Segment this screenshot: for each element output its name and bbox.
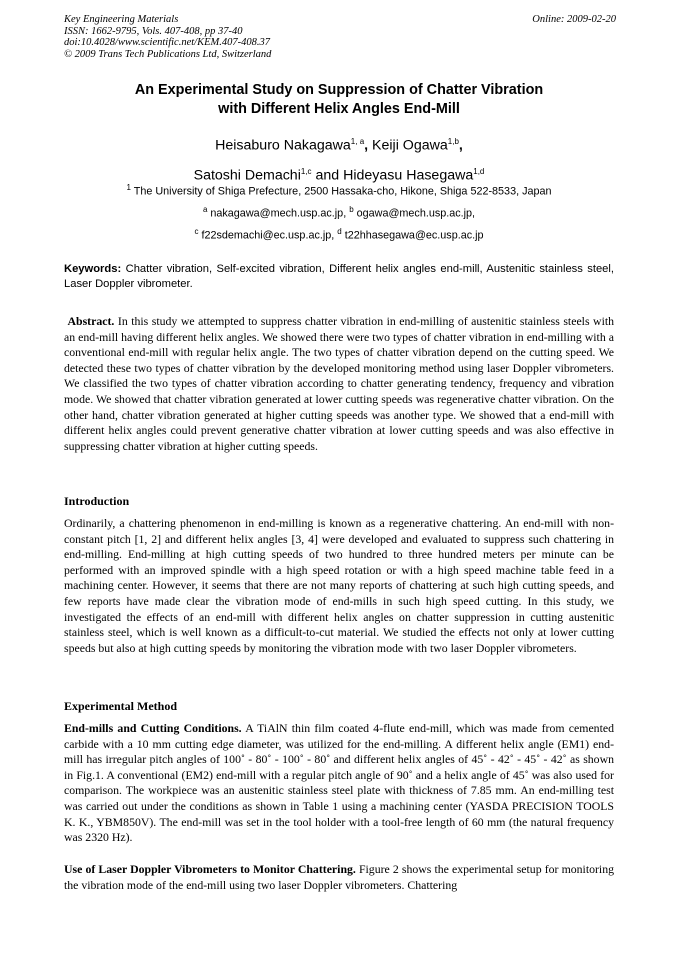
journal-copyright: © 2009 Trans Tech Publications Ltd, Switzerland <box>64 48 272 60</box>
online-date: Online: 2009-02-20 <box>532 14 616 25</box>
keywords <box>64 262 614 292</box>
journal-doi: doi:10.4028/www.scientific.net/KEM.407-408.37 <box>64 37 270 49</box>
keywords-text: Chatter vibration, Self-excited vibration, Different helix angles end-mill, Austenitic stainless steel, Laser Doppler vibrometer. <box>64 263 614 290</box>
affiliation-marker: 1 <box>126 183 131 192</box>
author-name: Heisaburo Nakagawa <box>215 137 351 154</box>
subsection-text: A TiAlN thin film coated 4-flute end-mill, which was made from cemented carbide with a 10 mm cutting edge diameter, was utilized for the end-milling. A different helix angle (EM1) end-mill has irregular pitch angles of 100˚ - 80˚ - 100˚ - 80˚ and different helix angles of 45˚ - 42˚ - 45˚ - 42˚ as shown in Fig.1. A conventional (EM2) end-mill with a regular pitch angle of 90˚ and a helix angle of 45˚ was also used for comparison. The workpiece was an austenitic stainless steel plate with thickness of 7.85 mm. An end-milling test was carried out under the conditions as shown in Table 1 using a machining center (YASDA PRECISION TOOLS K. K., YBM850V). The end-mill was set in the tool holder with a tool-free length of 60 mm (the natural frequency was 2320 Hz). <box>64 721 614 845</box>
introduction-heading: Introduction <box>64 494 130 508</box>
email-marker: d <box>337 227 342 236</box>
journal-issn: ISSN: 1662-9795, Vols. 407-408, pp 37-40 <box>64 25 243 37</box>
abstract-text: In this study we attempted to suppress chatter vibration in end-milling of austenitic stainless steels with an end-mill having different helix angles. We showed there were two types of chatter vibration in end-milling with a conventional end-mill with regular helix angle. The two types of chatter vibration depend on the cutting speed. We detected these two types of chatter vibration by the developed monitoring method using laser Doppler vibrometers. We classified the two types of chatter vibration according to chatter generating tendency, frequency and vibration mode. We showed that chatter vibration generated at lower cutting speeds was regenerative chatter vibration. On the other hand, chatter vibration generated at higher cutting speeds was another type. We showed that a end-mill with different helix angles could prevent generative chatter vibration at lower cutting speeds and was also effective in suppressing chatter vibration at higher cutting speeds. <box>64 314 615 453</box>
email-line-2 <box>60 227 618 242</box>
email-address: ogawa@mech.usp.ac.jp, <box>356 207 476 220</box>
journal-name: Key Engineering Materials <box>64 14 179 25</box>
affiliation-text: The University of Shiga Prefecture, 2500 Hassaka-cho, Hikone, Shiga 522-8533, Japan <box>133 185 552 198</box>
email-marker: c <box>194 227 199 236</box>
author-name: Keiji Ogawa <box>372 137 448 154</box>
subsection-label: End-mills and Cutting Conditions. <box>64 721 242 735</box>
email-marker: b <box>349 205 354 214</box>
abstract-paragraph <box>64 314 614 454</box>
method-heading: Experimental Method <box>64 699 177 713</box>
email-marker: a <box>202 205 208 214</box>
affiliation-line <box>60 183 618 198</box>
author-affiliation-marker: 1, a <box>350 137 365 146</box>
subsection-text: Figure 2 shows the experimental setup for monitoring the vibration mode of the end-mill using two laser Doppler vibrometers. Chattering <box>64 862 614 892</box>
paper-title <box>60 81 618 119</box>
author-name: Hideyasu Hasegawa <box>343 167 474 184</box>
author-affiliation-marker: 1,d <box>473 166 485 176</box>
email-address: nakagawa@mech.usp.ac.jp, <box>210 207 347 220</box>
keywords-label: Keywords: <box>64 263 122 275</box>
email-address: f22sdemachi@ec.usp.ac.jp, <box>201 229 335 242</box>
title-line-1: An Experimental Study on Suppression of Chatter Vibration <box>134 82 544 98</box>
author-affiliation-marker: 1,b <box>447 137 459 146</box>
journal-header <box>64 14 271 60</box>
introduction-paragraph: Ordinarily, a chattering phenomenon in end-milling is known as a regenerative chattering. An end-mill with non-constant pitch [1, 2] and different helix angles [3, 4] were developed and evaluated to suppress such chattering in end-milling. End-milling at high cutting speeds of two hundred to three hundred meters per minute can be performed with an improved spindle with a high speed rotation or with a high speed machine table feed in a machining center. However, it seems that there are not many reports of chattering at such high cutting speeds, and few reports have made clear the vibration mode of end-mills in such high speed cutting. In this study, we investigated the effects of an end-mill with different helix angles on chatter suppression in cutting austenitic stainless steel, which is well known as a difficult-to-cut material. We studied the effects not only at lower cutting speeds but also at high cutting speeds by monitoring the vibration mode with two laser Doppler vibrometers. <box>64 516 614 655</box>
email-address: t22hhasegawa@ec.usp.ac.jp <box>344 229 484 242</box>
author-conjunction: and <box>315 167 340 184</box>
method-paragraph-2 <box>64 862 614 893</box>
author-name: Satoshi Demachi <box>193 167 301 184</box>
method-paragraph-1 <box>64 721 614 846</box>
abstract-label: Abstract. <box>67 314 115 328</box>
title-line-2: with Different Helix Angles End-Mill <box>218 101 460 117</box>
email-line-1 <box>60 205 618 220</box>
subsection-label: Use of Laser Doppler Vibrometers to Monitor Chattering. <box>64 862 356 876</box>
author-list <box>60 129 618 188</box>
author-affiliation-marker: 1,c <box>300 166 312 176</box>
author-line-1: Heisaburo Nakagawa$^{1, a}$, Keiji Ogawa$^{1,b}$, <box>215 137 463 154</box>
